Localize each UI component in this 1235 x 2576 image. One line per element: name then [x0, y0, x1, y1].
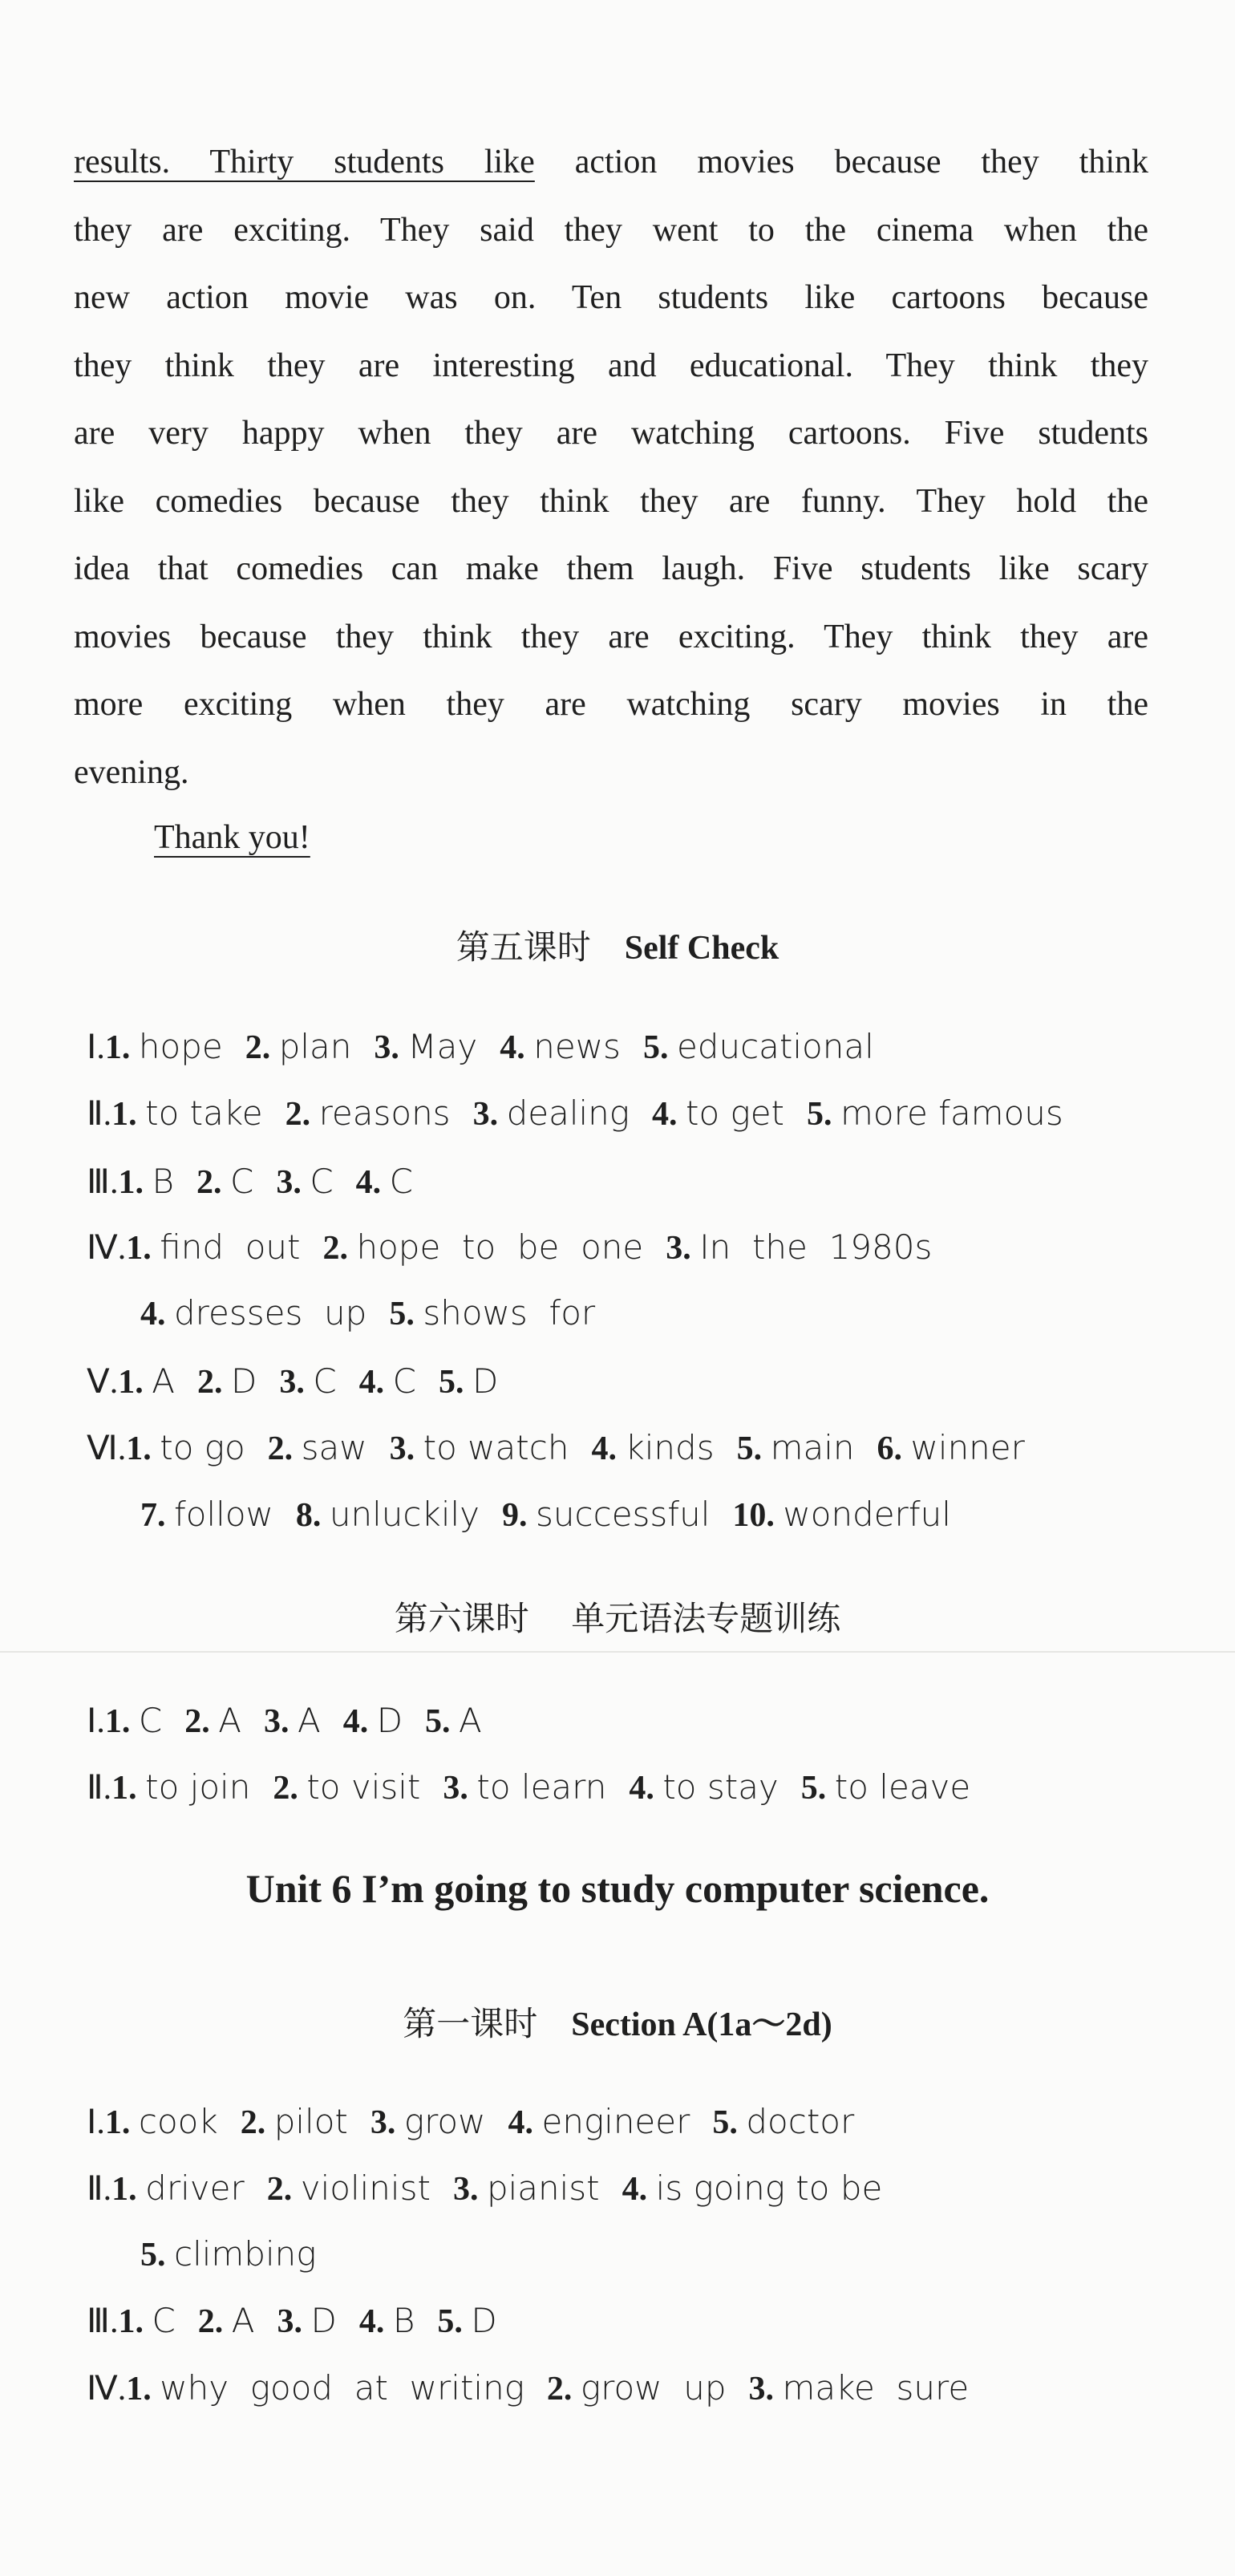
answer-number: 3. [374, 1029, 408, 1066]
roman-numeral: Ⅲ. [87, 2303, 119, 2340]
answer-item [547, 2368, 727, 2408]
answer-number: 2. [267, 1430, 302, 1467]
answer-row [87, 1701, 504, 1741]
roman-numeral: Ⅳ. [87, 1230, 127, 1267]
answer-item [264, 1701, 321, 1740]
answer-number: 4. [358, 2303, 393, 2340]
essay-line: more exciting when they are watching scary movies in the [74, 686, 1148, 723]
answer-number: 1. [111, 1770, 146, 1807]
answer-item [359, 1361, 416, 1401]
answer-number: 1. [126, 1230, 160, 1267]
answer-text: to learn [476, 1767, 607, 1807]
roman-numeral: Ⅱ. [87, 1096, 112, 1133]
answer-number: 3. [276, 1164, 310, 1201]
answer-item [198, 2301, 255, 2340]
lesson5-title-en: Self Check [624, 930, 779, 967]
answer-text: to visit [306, 1767, 421, 1807]
answer-text: B [392, 2301, 415, 2340]
answer-item [356, 1162, 413, 1201]
answer-number: 10. [732, 1497, 784, 1534]
answer-text: main [770, 1428, 855, 1467]
essay-line: evening. [74, 753, 189, 791]
answer-text: dresses up [174, 1293, 367, 1333]
answer-number: 3. [277, 2303, 311, 2340]
answer-text: B [152, 1162, 174, 1201]
answer-text: C [310, 1162, 334, 1201]
answer-text: wonderful [783, 1495, 951, 1534]
answer-item [140, 1495, 273, 1534]
answer-number: 5. [140, 2237, 174, 2274]
answer-item [508, 2102, 690, 2141]
answer-number: 3. [748, 2371, 783, 2408]
lesson1-title-en: Section A(1a～2d) [571, 2006, 832, 2043]
answer-item [748, 2368, 969, 2408]
answer-text: to get [685, 1093, 785, 1133]
answer-number: 5. [389, 1296, 423, 1333]
answer-item [184, 1701, 241, 1740]
answer-number: 4. [358, 1364, 393, 1401]
answer-number: 1. [118, 1164, 152, 1201]
answer-number: 3. [452, 2171, 487, 2208]
answer-item [502, 1495, 710, 1534]
answer-item [118, 2301, 175, 2340]
answer-item [197, 1361, 257, 1401]
answer-number: 2. [266, 2171, 301, 2208]
answer-text: to stay [662, 1767, 779, 1807]
answer-text: D [376, 1701, 403, 1740]
essay-line: are very happy when they are watching cartoons. Five students [74, 415, 1148, 452]
answer-number: 3. [443, 1770, 477, 1807]
answer-text: successful [536, 1495, 711, 1534]
answer-number: 1. [111, 2171, 146, 2208]
answer-item [629, 1767, 778, 1807]
answer-text: reasons [318, 1093, 451, 1133]
answer-number: 1. [118, 2303, 152, 2340]
roman-numeral: Ⅰ. [87, 2104, 105, 2141]
essay-paragraph [74, 128, 1148, 806]
answer-row [87, 2168, 905, 2209]
answer-row [140, 2234, 339, 2274]
answer-number: 4. [622, 2171, 656, 2208]
roman-numeral: Ⅵ. [87, 1430, 127, 1467]
answer-text: unluckily [329, 1495, 480, 1534]
answer-number: 2. [322, 1230, 357, 1267]
answer-item [666, 1227, 932, 1267]
answer-text: C [389, 1162, 413, 1201]
answer-row [87, 2301, 520, 2341]
answer-row [87, 1428, 1047, 1468]
answer-item [241, 2102, 348, 2141]
answer-number: 4. [629, 1770, 663, 1807]
answer-item [245, 1027, 352, 1066]
lesson6-heading [0, 1592, 1235, 1641]
answer-item [877, 1428, 1025, 1467]
answer-text: engineer [541, 2102, 690, 2141]
answer-number: 2. [240, 2104, 274, 2141]
answer-item [111, 1093, 262, 1133]
answer-text: A [152, 1361, 175, 1401]
answer-item [118, 1361, 175, 1401]
answer-number: 4. [140, 1296, 174, 1333]
answer-number: 5. [642, 1029, 677, 1066]
answer-number: 4. [355, 1164, 390, 1201]
answer-row [87, 1027, 897, 1067]
answer-item [712, 2102, 854, 2141]
answer-text: to leave [834, 1767, 971, 1807]
roman-numeral: Ⅰ. [87, 1029, 105, 1066]
answer-row [87, 1227, 954, 1268]
answer-text: why good at writing [160, 2368, 524, 2408]
answer-item [285, 1093, 451, 1133]
answer-text: doctor [746, 2102, 855, 2141]
answer-item [196, 1162, 253, 1201]
answer-row [140, 1293, 618, 1333]
answer-text: is going to be [655, 2168, 883, 2208]
answer-item [279, 1361, 336, 1401]
answer-text: A [218, 1701, 241, 1740]
answer-number: 3. [472, 1096, 507, 1133]
answer-number: 2. [285, 1096, 319, 1133]
answer-text: driver [145, 2168, 245, 2208]
answer-number: 2. [196, 1164, 230, 1201]
answer-text: climbing [174, 2234, 317, 2274]
answer-item [737, 1428, 855, 1467]
underlined-text: results. Thirty students like [74, 144, 535, 181]
lesson1-title-cn: 第一课时 [403, 2006, 538, 2043]
answer-number: 2. [245, 1029, 279, 1066]
answer-text: pilot [273, 2102, 348, 2141]
closing-text: Thank you! [154, 819, 310, 856]
answer-item [437, 2301, 496, 2340]
answer-number: 3. [389, 1430, 423, 1467]
lesson1-heading [0, 1998, 1235, 2046]
answer-number: 7. [140, 1497, 174, 1534]
answer-number: 2. [184, 1703, 219, 1740]
answer-text: more famous [840, 1093, 1063, 1133]
answer-number: 4. [651, 1096, 686, 1133]
answer-item [267, 2168, 431, 2208]
answer-number: 1. [126, 2371, 160, 2408]
essay-line: like comedies because they think they are funny. They hold the [74, 482, 1148, 520]
answer-text: C [313, 1361, 337, 1401]
answer-text: D [230, 1361, 257, 1401]
answer-row [87, 1093, 1086, 1134]
answer-number: 5. [736, 1430, 771, 1467]
answer-item [268, 1428, 367, 1467]
answer-text: hope [138, 1027, 223, 1066]
roman-numeral: Ⅳ. [87, 2371, 127, 2408]
answer-item [126, 2368, 524, 2408]
answer-item [111, 2168, 245, 2208]
answer-number: 5. [438, 1364, 472, 1401]
answer-row [140, 1495, 974, 1535]
answer-text: D [472, 1361, 499, 1401]
answer-text: dealing [506, 1093, 630, 1133]
answer-item [389, 1293, 595, 1333]
essay-line: idea that comedies can make them laugh. Five students like scary [74, 550, 1148, 587]
answer-item [473, 1093, 630, 1133]
answer-number: 1. [111, 1096, 146, 1133]
answer-text: D [471, 2301, 497, 2340]
roman-numeral: Ⅱ. [87, 1770, 112, 1807]
answer-number: 9. [502, 1497, 537, 1534]
answer-item [140, 2234, 317, 2274]
answer-text: follow [174, 1495, 273, 1534]
answer-number: 1. [118, 1364, 152, 1401]
unit6-title: Unit 6 I’m going to study computer science. [245, 1866, 990, 1911]
essay-line: new action movie was on. Ten students like cartoons because [74, 279, 1148, 316]
answer-text: to go [160, 1428, 245, 1467]
answer-number: 5. [425, 1703, 460, 1740]
answer-number: 1. [104, 1029, 139, 1066]
answer-number: 4. [508, 2104, 542, 2141]
answer-item [105, 2102, 218, 2141]
answer-number: 3. [666, 1230, 700, 1267]
answer-text: grow [403, 2102, 486, 2141]
essay-line: they think they are interesting and educational. They think they [74, 347, 1148, 384]
answer-row [87, 2102, 877, 2142]
roman-numeral: Ⅱ. [87, 2171, 112, 2208]
answer-item [105, 1027, 223, 1066]
answer-number: 1. [104, 2104, 139, 2141]
answer-text: find out [160, 1227, 301, 1267]
answer-item [126, 1428, 245, 1467]
answer-item [322, 1227, 643, 1267]
answer-item [390, 1428, 569, 1467]
answer-item [105, 1701, 162, 1740]
answer-item [807, 1093, 1063, 1133]
answer-number: 1. [126, 1430, 160, 1467]
answer-text: saw [301, 1428, 367, 1467]
answer-item [643, 1027, 874, 1066]
answer-text: make sure [782, 2368, 970, 2408]
answer-item [652, 1093, 784, 1133]
answer-item [359, 2301, 415, 2340]
answer-text: C [138, 1701, 163, 1740]
answer-item [374, 1027, 477, 1066]
answer-number: 2. [197, 2303, 232, 2340]
roman-numeral: Ⅲ. [87, 1164, 119, 1201]
answer-number: 5. [712, 2104, 747, 2141]
answer-item [276, 1162, 333, 1201]
answer-item [126, 1227, 300, 1267]
answer-item [732, 1495, 951, 1534]
answer-row [87, 1767, 993, 1807]
answer-text: to watch [423, 1428, 569, 1467]
answer-text: educational [676, 1027, 874, 1066]
answer-number: 6. [877, 1430, 911, 1467]
answer-item [118, 1162, 174, 1201]
answer-item [453, 2168, 600, 2208]
answer-text: May [407, 1027, 478, 1066]
answer-text: winner [910, 1428, 1025, 1467]
answer-text: grow up [580, 2368, 727, 2408]
answer-number: 1. [104, 1703, 139, 1740]
answer-text: hope to be one [356, 1227, 644, 1267]
answer-number: 5. [800, 1770, 835, 1807]
answer-text: to take [145, 1093, 263, 1133]
answer-item [273, 1767, 420, 1807]
answer-text: to join [145, 1767, 251, 1807]
answer-item [140, 1293, 366, 1333]
answer-text: A [459, 1701, 482, 1740]
lesson6-title-cn: 第六课时 [394, 1601, 529, 1638]
answer-number: 4. [591, 1430, 626, 1467]
answer-text: pianist [486, 2168, 600, 2208]
answer-text: shows for [423, 1293, 596, 1333]
answer-text: cook [138, 2102, 218, 2141]
answer-number: 3. [370, 2104, 404, 2141]
answer-number: 4. [342, 1703, 377, 1740]
roman-numeral: Ⅰ. [87, 1703, 105, 1740]
answer-number: 8. [295, 1497, 330, 1534]
answer-text: D [310, 2301, 337, 2340]
answer-number: 3. [279, 1364, 314, 1401]
lesson5-title-cn: 第五课时 [456, 930, 591, 967]
answer-text: plan [278, 1027, 352, 1066]
lesson6-title-cn2: 单元语法专题训练 [571, 1601, 841, 1638]
answer-item [296, 1495, 480, 1534]
answer-number: 2. [273, 1770, 307, 1807]
answer-item [439, 1361, 498, 1401]
answer-row [87, 2368, 991, 2408]
lesson5-heading [0, 921, 1235, 969]
answer-item [111, 1767, 250, 1807]
answer-text: kinds [625, 1428, 715, 1467]
answer-number: 2. [196, 1364, 231, 1401]
divider [0, 1651, 1235, 1653]
answer-row [87, 1361, 520, 1402]
answer-item [591, 1428, 714, 1467]
answer-item [443, 1767, 606, 1807]
answer-text: news [533, 1027, 621, 1066]
answer-item [370, 2102, 486, 2141]
answer-item [622, 2168, 883, 2208]
answer-number: 2. [546, 2371, 581, 2408]
answer-item [277, 2301, 337, 2340]
answer-item [343, 1701, 403, 1740]
essay-line: movies because they think they are exciting. They think they are [74, 618, 1148, 655]
essay-line: results. Thirty students like action movies because they think [74, 144, 1148, 181]
answer-text: C [152, 2301, 176, 2340]
answer-item [500, 1027, 621, 1066]
answer-text: C [392, 1361, 416, 1401]
answer-text: C [229, 1162, 254, 1201]
answer-number: 5. [437, 2303, 472, 2340]
answer-number: 5. [807, 1096, 841, 1133]
answer-text: A [231, 2301, 255, 2340]
roman-numeral: Ⅴ. [87, 1364, 119, 1401]
answer-row [87, 1162, 435, 1202]
answer-number: 4. [500, 1029, 534, 1066]
answer-text: A [297, 1701, 321, 1740]
answer-text: In the 1980s [699, 1227, 933, 1267]
answer-text: violinist [300, 2168, 431, 2208]
essay-line: they are exciting. They said they went to the cinema when the [74, 211, 1148, 249]
answer-number: 3. [263, 1703, 298, 1740]
answer-item [801, 1767, 970, 1807]
answer-item [425, 1701, 482, 1740]
